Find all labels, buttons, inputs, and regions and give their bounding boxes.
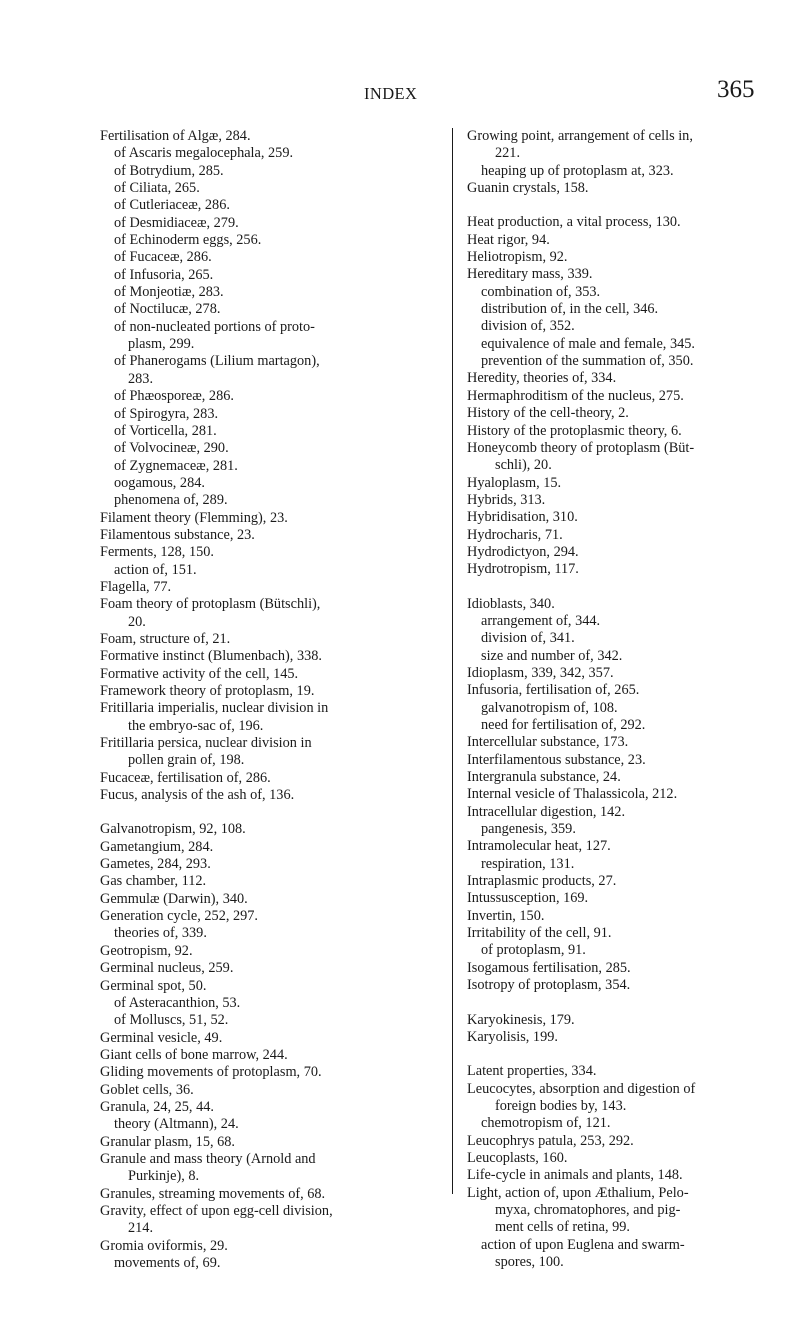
index-entry: Fucaceæ, fertilisation of, 286.	[100, 769, 271, 786]
index-entry: Generation cycle, 252, 297.	[100, 908, 259, 925]
index-subentry: size and number of, 342.	[481, 647, 623, 664]
index-subentry: phenomena of, 289.	[114, 492, 228, 509]
index-entry: Hyaloplasm, 15.	[467, 474, 562, 491]
index-entry: Filamentous substance, 23.	[100, 526, 255, 543]
index-continuation: 214.	[128, 1220, 154, 1237]
index-subentry: galvanotropism of, 108.	[481, 699, 618, 716]
index-entry: Hereditary mass, 339.	[467, 266, 593, 283]
index-subentry: theories of, 339.	[114, 925, 207, 942]
index-entry: Intercellular substance, 173.	[467, 734, 629, 751]
index-subentry: of Volvocineæ, 290.	[114, 440, 229, 457]
index-entry: Granular plasm, 15, 68.	[100, 1133, 235, 1150]
index-entry: Honeycomb theory of protoplasm (Büt-	[467, 439, 695, 456]
index-subentry: movements of, 69.	[114, 1255, 221, 1271]
index-entry: Fucus, analysis of the ash of, 136.	[100, 787, 295, 804]
section-gap	[467, 995, 800, 1012]
index-subentry: equivalence of male and female, 345.	[481, 335, 695, 352]
index-entry: Granule and mass theory (Arnold and	[100, 1150, 316, 1167]
index-continuation: pollen grain of, 198.	[128, 752, 245, 769]
column-divider	[452, 128, 453, 1194]
index-entry: Isotropy of protoplasm, 354.	[467, 977, 631, 994]
index-subentry: of Ciliata, 265.	[114, 180, 200, 197]
index-entry: Formative activity of the cell, 145.	[100, 665, 299, 682]
index-entry: Karyokinesis, 179.	[467, 1011, 575, 1028]
index-entry: Heredity, theories of, 334.	[467, 370, 617, 387]
index-entry: Fritillaria imperialis, nuclear division in	[100, 700, 329, 717]
index-entry: Intraplasmic products, 27.	[467, 873, 617, 890]
index-entry: Gliding movements of protoplasm, 70.	[100, 1064, 322, 1081]
index-subentry: division of, 341.	[481, 630, 575, 647]
page-number: 365	[717, 76, 755, 103]
index-continuation: 283.	[128, 370, 154, 387]
index-entry: Granula, 24, 25, 44.	[100, 1098, 214, 1115]
index-entry: Latent properties, 334.	[467, 1063, 597, 1080]
index-subentry: of Fucaceæ, 286.	[114, 249, 212, 266]
index-subentry: combination of, 353.	[481, 283, 601, 300]
index-subentry: need for fertilisation of, 292.	[481, 717, 646, 733]
index-entry: Giant cells of bone marrow, 244.	[100, 1046, 288, 1063]
section-gap	[467, 1046, 800, 1063]
index-subentry: respiration, 131.	[481, 855, 575, 872]
index-continuation: 20.	[128, 613, 146, 630]
index-entry: Geotropism, 92.	[100, 942, 193, 959]
index-subentry: of Echinoderm eggs, 256.	[114, 232, 262, 249]
index-entry: Goblet cells, 36.	[100, 1081, 194, 1098]
index-subentry: theory (Altmann), 24.	[114, 1116, 239, 1133]
index-entry: Heat rigor, 94.	[467, 231, 550, 248]
index-entry: History of the cell-theory, 2.	[467, 405, 629, 422]
index-entry: Flagella, 77.	[100, 578, 172, 595]
index-entry: Life-cycle in animals and plants, 148.	[467, 1167, 683, 1184]
index-subentry: of Asteracanthion, 53.	[114, 994, 241, 1011]
index-entry: Intussusception, 169.	[467, 890, 589, 907]
index-subentry: of Monjeotiæ, 283.	[114, 284, 224, 301]
index-continuation: Purkinje), 8.	[128, 1168, 200, 1185]
index-entry: Intergranula substance, 24.	[467, 769, 621, 786]
index-continuation: myxa, chromatophores, and pig-	[495, 1201, 681, 1218]
index-subentry: distribution of, in the cell, 346.	[481, 301, 659, 318]
index-entry: Isogamous fertilisation, 285.	[467, 959, 631, 976]
index-entry: Irritability of the cell, 91.	[467, 925, 612, 942]
index-subentry: of protoplasm, 91.	[481, 942, 586, 959]
index-entry: Idioplasm, 339, 342, 357.	[467, 664, 614, 681]
index-entry: Hybrids, 313.	[467, 491, 546, 508]
index-entry: Foam, structure of, 21.	[100, 630, 231, 647]
index-subentry: of Spirogyra, 283.	[114, 405, 219, 422]
index-subentry: of Botrydium, 285.	[114, 162, 224, 179]
index-subentry: of non-nucleated portions of proto-	[114, 318, 315, 335]
index-entry: Heat production, a vital process, 130.	[467, 214, 681, 231]
index-entry: Growing point, arrangement of cells in,	[467, 128, 693, 144]
section-gap	[467, 579, 800, 596]
index-subentry: action of, 151.	[114, 561, 197, 578]
index-entry: Formative instinct (Blumenbach), 338.	[100, 648, 322, 665]
index-subentry: heaping up of protoplasm at, 323.	[481, 162, 674, 179]
section-gap	[467, 197, 800, 214]
index-entry: Gametangium, 284.	[100, 838, 214, 855]
index-entry: Gravity, effect of upon egg-cell division,	[100, 1202, 333, 1219]
index-continuation: ment cells of retina, 99.	[495, 1219, 630, 1236]
page-title: INDEX	[364, 84, 418, 103]
index-entry: Intramolecular heat, 127.	[467, 838, 611, 855]
index-continuation: 221.	[495, 145, 521, 162]
index-entry: Germinal vesicle, 49.	[100, 1029, 223, 1046]
index-entry: Infusoria, fertilisation of, 265.	[467, 682, 640, 699]
index-subentry: chemotropism of, 121.	[481, 1115, 611, 1132]
index-entry: Granules, streaming movements of, 68.	[100, 1185, 326, 1202]
index-entry: Light, action of, upon Æthalium, Pelo-	[467, 1184, 689, 1201]
index-subentry: division of, 352.	[481, 318, 575, 335]
index-subentry: of Ascaris megalocephala, 259.	[114, 145, 294, 162]
index-entry: Gromia oviformis, 29.	[100, 1237, 228, 1254]
index-entry: Ferments, 128, 150.	[100, 544, 214, 561]
index-entry: Foam theory of protoplasm (Bütschli),	[100, 596, 321, 613]
index-continuation: foreign bodies by, 143.	[495, 1097, 627, 1114]
index-entry: Internal vesicle of Thalassicola, 212.	[467, 786, 678, 803]
index-subentry: of Phæosporeæ, 286.	[114, 388, 234, 405]
index-column-left	[100, 128, 445, 1272]
index-entry: Hydrodictyon, 294.	[467, 543, 579, 560]
index-entry: Heliotropism, 92.	[467, 249, 568, 266]
index-subentry: action of upon Euglena and swarm-	[481, 1236, 685, 1253]
index-subentry: arrangement of, 344.	[481, 612, 601, 629]
index-subentry: of Noctilucæ, 278.	[114, 301, 221, 318]
index-subentry: of Zygnemaceæ, 281.	[114, 457, 238, 474]
index-entry: Guanin crystals, 158.	[467, 180, 589, 197]
index-entry: Germinal nucleus, 259.	[100, 960, 234, 977]
index-entry: Idioblasts, 340.	[467, 595, 555, 612]
index-entry: Karyolisis, 199.	[467, 1028, 558, 1045]
index-subentry: of Infusoria, 265.	[114, 266, 214, 283]
index-subentry: of Vorticella, 281.	[114, 422, 217, 439]
index-continuation: schli), 20.	[495, 457, 552, 474]
index-entry: Hydrocharis, 71.	[467, 526, 563, 543]
index-entry: Framework theory of protoplasm, 19.	[100, 683, 315, 699]
index-entry: Fertilisation of Algæ, 284.	[100, 128, 251, 144]
index-subentry: of Desmidiaceæ, 279.	[114, 214, 239, 231]
index-continuation: the embryo-sac of, 196.	[128, 717, 264, 734]
index-subentry: of Molluscs, 51, 52.	[114, 1012, 229, 1029]
index-entry: Fritillaria persica, nuclear division in	[100, 735, 312, 752]
index-entry: Leucophrys patula, 253, 292.	[467, 1132, 634, 1149]
index-continuation: spores, 100.	[495, 1253, 564, 1270]
index-subentry: of Cutleriaceæ, 286.	[114, 197, 230, 214]
index-entry: Gametes, 284, 293.	[100, 856, 211, 873]
index-entry: Galvanotropism, 92, 108.	[100, 821, 246, 838]
index-entry: Gas chamber, 112.	[100, 873, 207, 890]
index-entry: Hermaphroditism of the nucleus, 275.	[467, 387, 684, 404]
index-entry: Filament theory (Flemming), 23.	[100, 509, 288, 526]
index-subentry: prevention of the summation of, 350.	[481, 353, 694, 370]
index-subentry: of Phanerogams (Lilium martagon),	[114, 353, 320, 370]
index-subentry: pangenesis, 359.	[481, 821, 576, 838]
index-entry: Germinal spot, 50.	[100, 977, 207, 994]
index-entry: Intracellular digestion, 142.	[467, 803, 626, 820]
index-entry: Hybridisation, 310.	[467, 509, 578, 526]
index-continuation: plasm, 299.	[128, 336, 195, 353]
index-column-right	[467, 128, 800, 1271]
index-entry: Leucoplasts, 160.	[467, 1149, 568, 1166]
index-entry: Leucocytes, absorption and digestion of	[467, 1080, 696, 1097]
page-header	[0, 76, 800, 108]
section-gap	[100, 804, 445, 821]
index-entry: History of the protoplasmic theory, 6.	[467, 422, 682, 439]
index-entry: Hydrotropism, 117.	[467, 561, 579, 578]
index-subentry: oogamous, 284.	[114, 474, 205, 491]
index-entry: Invertin, 150.	[467, 907, 545, 924]
index-entry: Interfilamentous substance, 23.	[467, 751, 646, 768]
index-entry: Gemmulæ (Darwin), 340.	[100, 890, 248, 907]
